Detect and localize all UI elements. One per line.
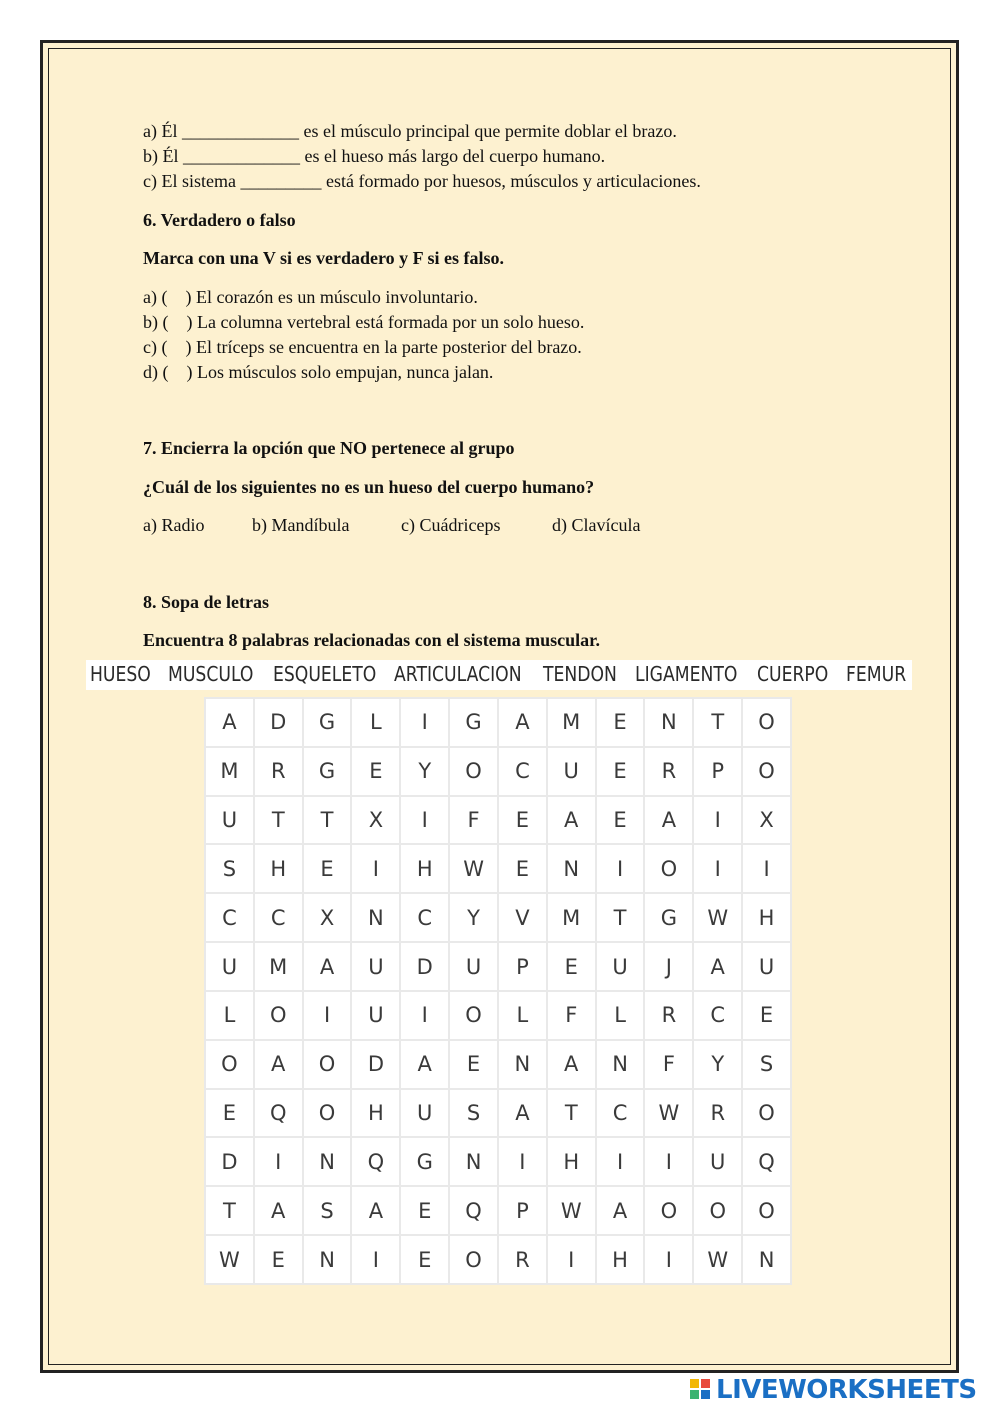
word-item: ESQUELETO xyxy=(273,662,377,686)
grid-cell[interactable]: E xyxy=(548,943,595,990)
grid-cell[interactable]: G xyxy=(645,894,692,941)
grid-cell[interactable]: O xyxy=(743,1090,790,1137)
grid-cell[interactable]: E xyxy=(597,797,644,844)
grid-cell[interactable]: E xyxy=(597,748,644,795)
grid-cell[interactable]: N xyxy=(304,1236,351,1283)
grid-cell[interactable]: I xyxy=(255,1138,302,1185)
grid-cell[interactable]: N xyxy=(450,1138,497,1185)
grid-cell[interactable]: X xyxy=(352,797,399,844)
grid-cell[interactable]: L xyxy=(352,699,399,746)
grid-cell[interactable]: L xyxy=(499,992,546,1039)
grid-cell[interactable]: E xyxy=(304,845,351,892)
grid-cell[interactable]: I xyxy=(645,1236,692,1283)
grid-cell[interactable]: O xyxy=(304,1041,351,1088)
grid-cell[interactable]: A xyxy=(597,1187,644,1234)
grid-cell[interactable]: I xyxy=(548,1236,595,1283)
grid-cell[interactable]: S xyxy=(743,1041,790,1088)
grid-cell[interactable]: E xyxy=(743,992,790,1039)
grid-cell[interactable]: H xyxy=(352,1090,399,1137)
grid-cell[interactable]: E xyxy=(499,797,546,844)
grid-cell[interactable]: W xyxy=(206,1236,253,1283)
grid-cell[interactable]: H xyxy=(255,845,302,892)
section6-instruction: Marca con una V si es verdadero y F si es falso. xyxy=(143,248,504,268)
fill-blank-c: c) El sistema _________ está formado por huesos, músculos y articulaciones. xyxy=(143,171,701,191)
grid-cell[interactable]: S xyxy=(206,845,253,892)
grid-cell[interactable]: O xyxy=(743,1187,790,1234)
grid-cell[interactable]: O xyxy=(450,1236,497,1283)
grid-cell[interactable]: H xyxy=(401,845,448,892)
grid-cell[interactable]: C xyxy=(206,894,253,941)
grid-cell[interactable]: A xyxy=(499,1090,546,1137)
grid-cell[interactable]: E xyxy=(401,1187,448,1234)
grid-cell[interactable]: P xyxy=(499,943,546,990)
grid-cell[interactable]: A xyxy=(255,1041,302,1088)
word-list xyxy=(86,660,912,690)
grid-cell[interactable]: U xyxy=(450,943,497,990)
section6-title: 6. Verdadero o falso xyxy=(143,210,296,230)
grid-cell[interactable]: S xyxy=(304,1187,351,1234)
grid-cell[interactable]: M xyxy=(548,699,595,746)
grid-cell[interactable]: I xyxy=(352,1236,399,1283)
grid-cell[interactable]: D xyxy=(401,943,448,990)
grid-cell[interactable]: D xyxy=(352,1041,399,1088)
grid-cell[interactable]: T xyxy=(597,894,644,941)
grid-cell[interactable]: I xyxy=(352,845,399,892)
grid-cell[interactable]: U xyxy=(206,797,253,844)
option-b: b) Mandíbula xyxy=(252,515,350,535)
grid-cell[interactable]: H xyxy=(548,1138,595,1185)
grid-cell[interactable]: O xyxy=(304,1090,351,1137)
logo-text: LIVEWORKSHEETS xyxy=(716,1375,977,1405)
grid-cell[interactable]: D xyxy=(206,1138,253,1185)
section7-question: ¿Cuál de los siguientes no es un hueso del cuerpo humano? xyxy=(143,477,595,497)
grid-cell[interactable]: C xyxy=(597,1090,644,1137)
grid-cell[interactable]: O xyxy=(694,1187,741,1234)
grid-cell[interactable]: W xyxy=(694,894,741,941)
grid-cell[interactable]: R xyxy=(499,1236,546,1283)
grid-cell[interactable]: I xyxy=(401,992,448,1039)
grid-cell[interactable]: E xyxy=(352,748,399,795)
grid-cell[interactable]: L xyxy=(206,992,253,1039)
grid-cell[interactable]: A xyxy=(206,699,253,746)
grid-cell[interactable]: F xyxy=(450,797,497,844)
grid-cell[interactable]: U xyxy=(352,992,399,1039)
grid-cell[interactable]: A xyxy=(401,1041,448,1088)
grid-cell[interactable]: Y xyxy=(694,1041,741,1088)
grid-cell[interactable]: A xyxy=(255,1187,302,1234)
option-a: a) Radio xyxy=(143,515,205,535)
grid-cell[interactable]: U xyxy=(548,748,595,795)
grid-cell[interactable]: N xyxy=(597,1041,644,1088)
grid-cell[interactable]: A xyxy=(645,797,692,844)
grid-cell[interactable]: E xyxy=(206,1090,253,1137)
grid-cell[interactable]: E xyxy=(401,1236,448,1283)
grid-cell[interactable]: E xyxy=(597,699,644,746)
grid-cell[interactable]: U xyxy=(597,943,644,990)
section8-title: 8. Sopa de letras xyxy=(143,592,269,612)
grid-cell[interactable]: C xyxy=(499,748,546,795)
grid-cell[interactable]: M xyxy=(255,943,302,990)
grid-cell[interactable]: X xyxy=(304,894,351,941)
grid-cell[interactable]: E xyxy=(255,1236,302,1283)
grid-cell[interactable]: I xyxy=(401,797,448,844)
grid-cell[interactable]: Q xyxy=(255,1090,302,1137)
option-c: c) Cuádriceps xyxy=(401,515,501,535)
grid-cell[interactable]: R xyxy=(255,748,302,795)
grid-cell[interactable]: O xyxy=(645,845,692,892)
grid-cell[interactable]: X xyxy=(743,797,790,844)
grid-cell[interactable]: F xyxy=(548,992,595,1039)
grid-cell[interactable]: I xyxy=(499,1138,546,1185)
grid-cell[interactable]: U xyxy=(206,943,253,990)
grid-cell[interactable]: N xyxy=(499,1041,546,1088)
grid-cell[interactable]: O xyxy=(743,699,790,746)
grid-cell[interactable]: N xyxy=(743,1236,790,1283)
grid-cell[interactable]: O xyxy=(450,992,497,1039)
grid-cell[interactable]: S xyxy=(450,1090,497,1137)
grid-cell[interactable]: R xyxy=(645,748,692,795)
tf-item-c: c) ( ) El tríceps se encuentra en la parte posterior del brazo. xyxy=(143,337,582,357)
word-search-grid xyxy=(204,697,792,1285)
option-d: d) Clavícula xyxy=(552,515,641,535)
grid-cell[interactable]: Q xyxy=(450,1187,497,1234)
grid-cell[interactable]: T xyxy=(206,1187,253,1234)
grid-cell[interactable]: T xyxy=(255,797,302,844)
grid-cell[interactable]: G xyxy=(304,748,351,795)
tf-item-d: d) ( ) Los músculos solo empujan, nunca jalan. xyxy=(143,362,494,382)
liveworksheets-logo xyxy=(690,1373,990,1407)
grid-cell[interactable]: A xyxy=(548,797,595,844)
word-item: TENDON xyxy=(543,662,617,686)
grid-cell[interactable]: W xyxy=(548,1187,595,1234)
fill-blank-b: b) Él _____________ es el hueso más largo del cuerpo humano. xyxy=(143,146,606,166)
grid-cell[interactable]: V xyxy=(499,894,546,941)
grid-cell[interactable]: D xyxy=(255,699,302,746)
grid-cell[interactable]: U xyxy=(352,943,399,990)
word-item: ARTICULACION xyxy=(394,662,522,686)
section8-instruction: Encuentra 8 palabras relacionadas con el sistema muscular. xyxy=(143,630,601,650)
grid-cell[interactable]: C xyxy=(255,894,302,941)
grid-cell[interactable]: O xyxy=(743,748,790,795)
grid-cell[interactable]: A xyxy=(548,1041,595,1088)
grid-cell[interactable]: Q xyxy=(352,1138,399,1185)
grid-cell[interactable]: C xyxy=(694,992,741,1039)
word-item: CUERPO xyxy=(757,662,829,686)
grid-cell[interactable]: A xyxy=(304,943,351,990)
grid-cell[interactable]: I xyxy=(304,992,351,1039)
grid-cell[interactable]: Y xyxy=(450,894,497,941)
tf-item-b: b) ( ) La columna vertebral está formada por un solo hueso. xyxy=(143,312,585,332)
grid-cell[interactable]: R xyxy=(694,1090,741,1137)
grid-cell[interactable]: L xyxy=(597,992,644,1039)
grid-cell[interactable]: O xyxy=(645,1187,692,1234)
grid-cell[interactable]: U xyxy=(694,1138,741,1185)
grid-cell[interactable]: I xyxy=(694,797,741,844)
grid-cell[interactable]: A xyxy=(352,1187,399,1234)
grid-cell[interactable]: O xyxy=(206,1041,253,1088)
word-item: FEMUR xyxy=(846,662,907,686)
grid-cell[interactable]: N xyxy=(548,845,595,892)
grid-cell[interactable]: T xyxy=(694,699,741,746)
grid-cell[interactable]: U xyxy=(743,943,790,990)
grid-cell[interactable]: W xyxy=(645,1090,692,1137)
section7-title: 7. Encierra la opción que NO pertenece al grupo xyxy=(143,438,515,458)
grid-cell[interactable]: I xyxy=(743,845,790,892)
grid-cell[interactable]: N xyxy=(304,1138,351,1185)
grid-cell[interactable]: G xyxy=(401,1138,448,1185)
grid-cell[interactable]: F xyxy=(645,1041,692,1088)
grid-cell[interactable]: I xyxy=(694,845,741,892)
grid-cell[interactable]: I xyxy=(597,845,644,892)
grid-cell[interactable]: R xyxy=(645,992,692,1039)
logo-icon xyxy=(690,1379,712,1401)
grid-cell[interactable]: I xyxy=(597,1138,644,1185)
grid-cell[interactable]: W xyxy=(450,845,497,892)
grid-cell[interactable]: I xyxy=(645,1138,692,1185)
grid-cell[interactable]: T xyxy=(304,797,351,844)
grid-cell[interactable]: N xyxy=(352,894,399,941)
grid-cell[interactable]: U xyxy=(401,1090,448,1137)
grid-cell[interactable]: O xyxy=(450,748,497,795)
grid-cell[interactable]: E xyxy=(450,1041,497,1088)
grid-cell[interactable]: W xyxy=(694,1236,741,1283)
word-item: MUSCULO xyxy=(168,662,254,686)
grid-cell[interactable]: C xyxy=(401,894,448,941)
grid-cell[interactable]: Q xyxy=(743,1138,790,1185)
grid-cell[interactable]: E xyxy=(499,845,546,892)
word-item: LIGAMENTO xyxy=(635,662,738,686)
grid-cell[interactable]: H xyxy=(597,1236,644,1283)
grid-cell[interactable]: P xyxy=(694,748,741,795)
grid-cell[interactable]: M xyxy=(206,748,253,795)
tf-item-a: a) ( ) El corazón es un músculo involuntario. xyxy=(143,287,478,307)
grid-cell[interactable]: G xyxy=(450,699,497,746)
word-item: HUESO xyxy=(90,662,151,686)
grid-cell[interactable]: J xyxy=(645,943,692,990)
grid-cell[interactable]: H xyxy=(743,894,790,941)
grid-cell[interactable]: I xyxy=(401,699,448,746)
fill-blank-a: a) Él _____________ es el músculo principal que permite doblar el brazo. xyxy=(143,121,677,141)
grid-cell[interactable]: T xyxy=(548,1090,595,1137)
grid-cell[interactable]: N xyxy=(645,699,692,746)
grid-cell[interactable]: A xyxy=(694,943,741,990)
grid-cell[interactable]: O xyxy=(255,992,302,1039)
grid-cell[interactable]: P xyxy=(499,1187,546,1234)
grid-cell[interactable]: Y xyxy=(401,748,448,795)
grid-cell[interactable]: G xyxy=(304,699,351,746)
grid-cell[interactable]: M xyxy=(548,894,595,941)
grid-cell[interactable]: A xyxy=(499,699,546,746)
